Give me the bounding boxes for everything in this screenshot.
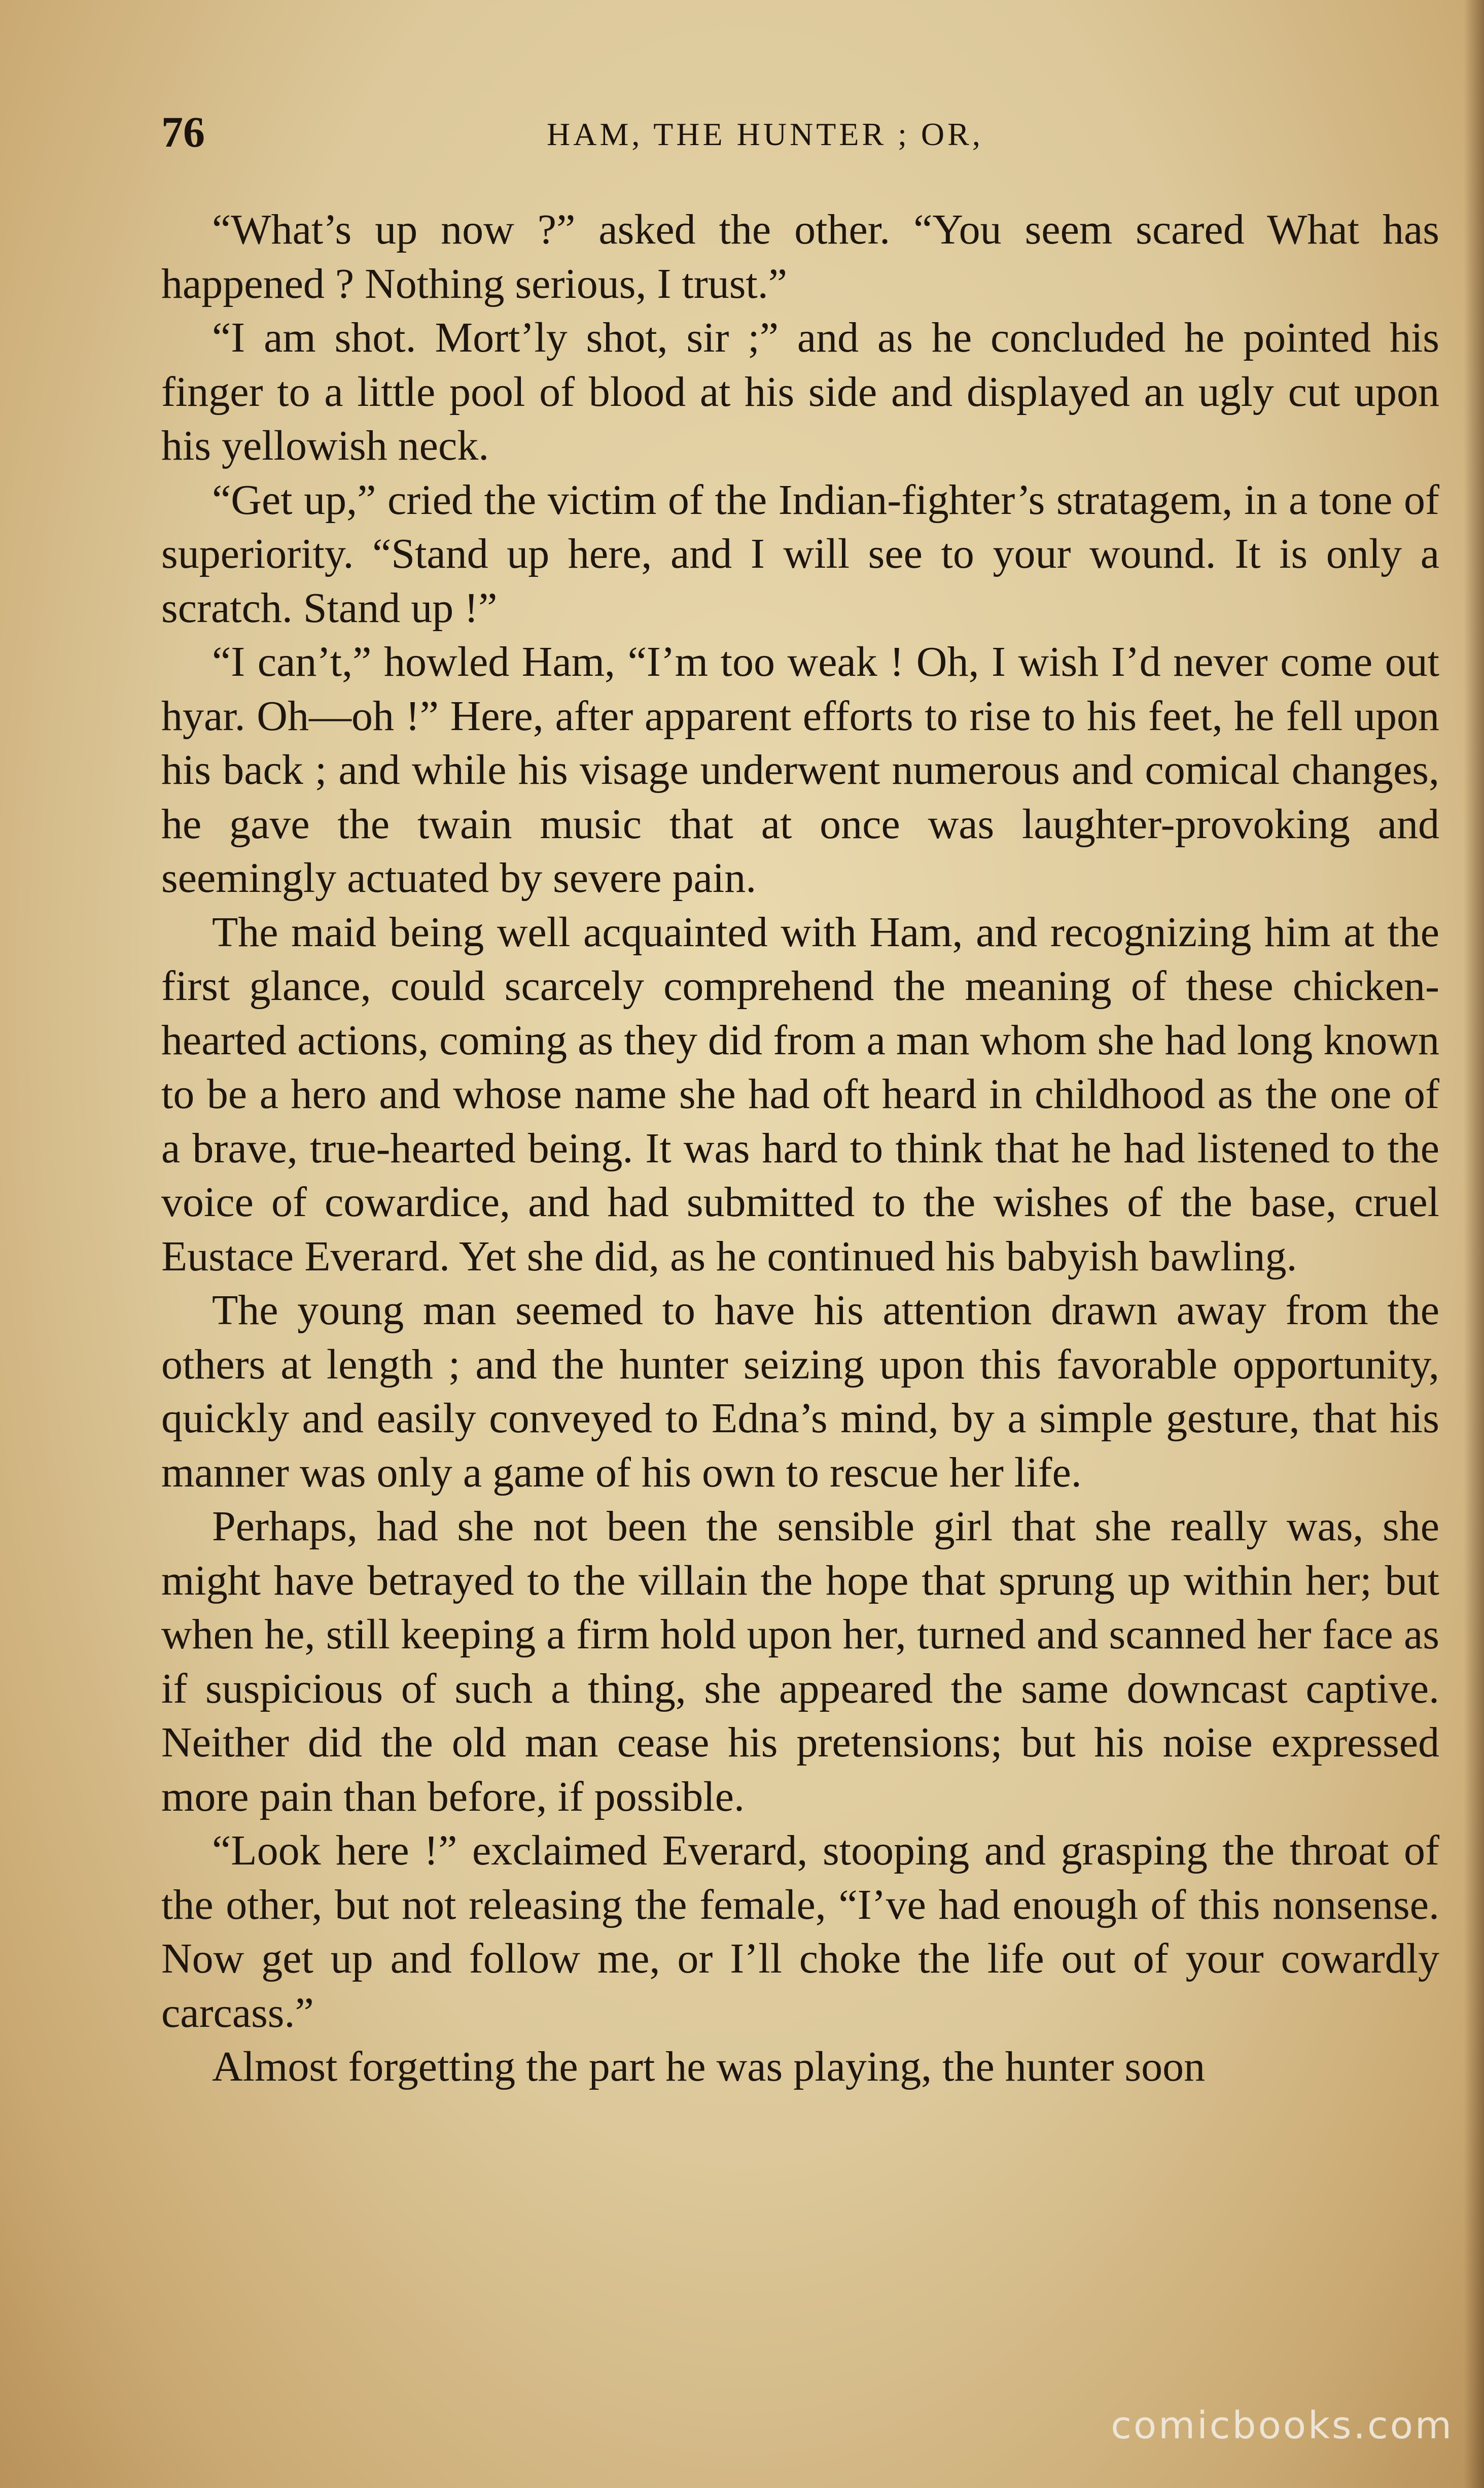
watermark: comicbooks.com xyxy=(1111,2404,1454,2447)
paragraph: “Get up,” cried the victim of the Indian-fighter’s stratagem, in a tone of superiority. “Stand up here, and I will see to your wound. It is only a scratch. Stand up !” xyxy=(161,476,1439,632)
page-edge-shadow xyxy=(1464,0,1484,2488)
paragraph: Almost forgetting the part he was playing, the hunter soon xyxy=(212,2043,1206,2090)
page-number: 76 xyxy=(161,108,205,156)
paragraph: “I can’t,” howled Ham, “I’m too weak ! Oh, I wish I’d never come out hyar. Oh—oh !” Here, after apparent efforts to rise to his feet, he fell upon his back ; and while his visage underwent numerous and comical changes, he gave the twain music that at once was laughter-provoking and seemingly actuated by severe pain. xyxy=(161,638,1439,902)
paragraph: “What’s up now ?” asked the other. “You seem scared What has happened ? Nothing serious, I trust.” xyxy=(161,206,1439,307)
paragraph: “I am shot. Mort’ly shot, sir ;” and as he concluded he pointed his finger to a little pool of blood at his side and displayed an ugly cut upon his yellowish neck. xyxy=(161,314,1439,469)
paragraph: Perhaps, had she not been the sensible girl that she really was, she might have betrayed to the villain the hope that sprung up within her; but when he, still keeping a firm hold upon her, turned and scanned her face as if suspicious of such a thing, she appeared the same downcast captive. Neither did the old man cease his pretensions; but his noise expressed more pain than before, if possible. xyxy=(161,1503,1439,1820)
running-head: HAM, THE HUNTER ; OR, xyxy=(547,116,983,152)
paragraph: “Look here !” exclaimed Everard, stooping and grasping the throat of the other, but not releasing the female, “I’ve had enough of this nonsense. Now get up and follow me, or I’ll choke the life out of your cowardly carcass.” xyxy=(161,1827,1439,2036)
body-text xyxy=(161,203,1439,2094)
page-header xyxy=(161,107,1439,162)
paragraph: The maid being well acquainted with Ham, and recognizing him at the first glance, could scarcely comprehend the meaning of these chicken-hearted actions, coming as they did from a man whom she had long known to be a hero and whose name she had oft heard in childhood as the one of a brave, true-hearted being. It was hard to think that he had listened to the voice of cowardice, and had submitted to the wishes of the base, cruel Eustace Everard. Yet she did, as he continued his babyish bawling. xyxy=(161,908,1439,1280)
paragraph: The young man seemed to have his attention drawn away from the others at length ; and the hunter seizing upon this favorable opportunity, quickly and easily conveyed to Edna’s mind, by a simple gesture, that his manner was only a game of his own to rescue her life. xyxy=(161,1287,1439,1496)
